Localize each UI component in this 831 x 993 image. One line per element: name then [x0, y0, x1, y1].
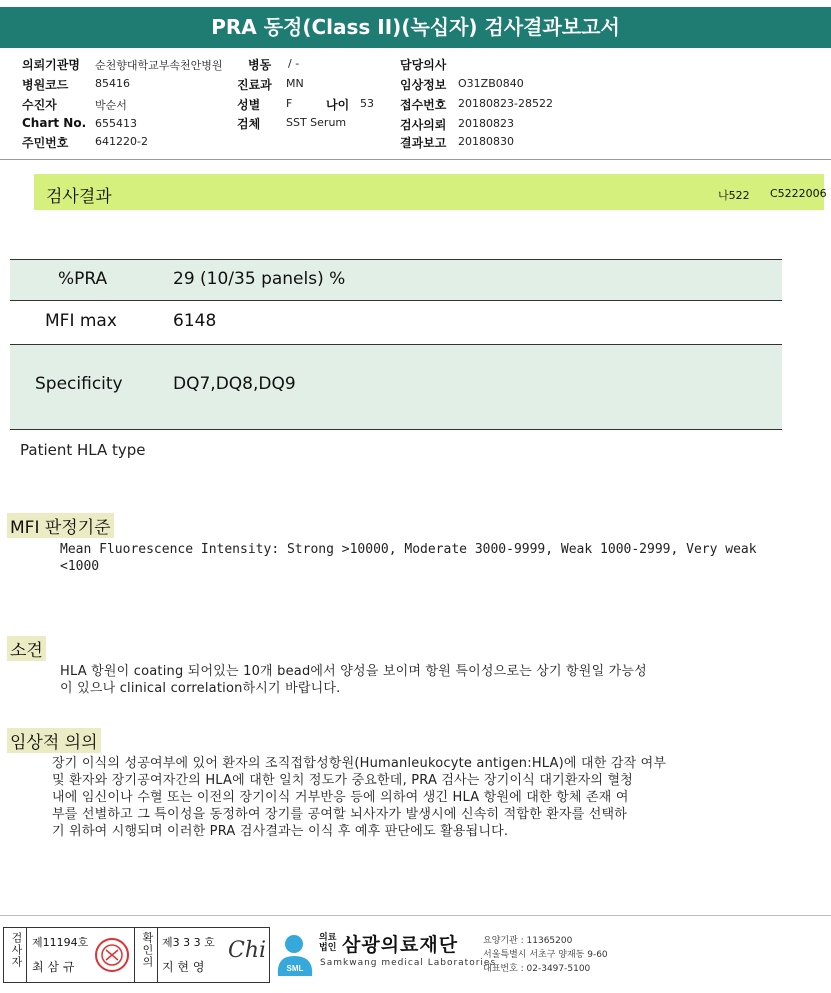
specificity-label: Specificity	[35, 374, 123, 394]
findings-line: 이 있으나 clinical correlation하시기 바랍니다.	[60, 681, 341, 696]
mfi-criteria-line: Mean Fluorescence Intensity: Strong >10000, Moderate 3000-9999, Weak 1000-2999, Very weak	[60, 542, 757, 557]
patient-hla-label: Patient HLA type	[20, 441, 146, 459]
inspector-seal	[92, 936, 132, 974]
inspector-name: 최 삼 규	[32, 960, 75, 974]
mfi-criteria-heading: MFI 판정기준	[7, 513, 114, 538]
report-title: PRA 동정(Class II)(녹십자) 검사결과보고서	[0, 7, 831, 48]
specimen-label: 검체	[237, 117, 261, 131]
clinical-line: 내에 임신이나 수혈 또는 이전의 장기이식 거부반응 등에 의하여 생긴 HLA 항원에 대한 항체 존재 여	[52, 790, 629, 805]
dept-value: MN	[286, 77, 304, 90]
mfi-max-label: MFI max	[45, 311, 117, 331]
doctor-number: 제3 3 3 호	[162, 936, 215, 949]
clinical-heading: 임상적 의의	[7, 728, 101, 753]
sex-label: 성별	[237, 98, 261, 112]
clinical-text	[52, 755, 666, 840]
clinical-line: 기 위하여 시행되며 이러한 PRA 검사결과는 이식 후 예후 판단에도 활용됩니다.	[52, 824, 509, 839]
meta-value: 20180830	[458, 135, 514, 148]
meta-label: Chart No.	[22, 116, 87, 130]
findings-line: HLA 항원이 coating 되어있는 10개 bead에서 양성을 보이며 항원 특이성으로는 상기 항원일 가능성	[60, 664, 647, 679]
meta-value: 박순서	[95, 99, 127, 112]
contact-line: 서울특별시 서초구 양재동 9-60	[483, 950, 608, 960]
pra-value: 29 (10/35 panels) %	[173, 269, 346, 289]
sml-logo-icon	[274, 930, 318, 978]
meta-value: 순천향대학교부속천안병원	[95, 59, 223, 72]
doctor-signature: Chi	[228, 938, 267, 963]
confirm-label: 확인의	[141, 932, 154, 968]
contact-line: 요양기관 : 11365200	[483, 936, 573, 946]
results-row-pra	[10, 260, 782, 301]
meta-value: 85416	[95, 77, 130, 90]
results-code-2: C5222006	[770, 187, 827, 200]
results-row-specificity	[10, 345, 782, 430]
contact-line: 대표번호 : 02-3497-5100	[483, 964, 591, 974]
doctor-name: 지 현 영	[162, 960, 205, 974]
ward-label: 병동	[248, 58, 272, 72]
meta-label: 수진자	[22, 98, 57, 112]
meta-label: 의뢰기관명	[22, 58, 80, 72]
meta-label: 접수번호	[400, 98, 447, 112]
clinical-line: 부를 선별하고 그 특이성을 동정하여 장기를 공여할 뇌사자가 발생시에 신속히 적합한 환자를 선택하	[52, 807, 628, 822]
age-value: 53	[360, 97, 374, 110]
meta-value: 20180823	[458, 117, 514, 130]
inspector-label: 검사자	[10, 932, 23, 968]
meta-label: 주민번호	[22, 136, 69, 150]
inspector-number: 제11194호	[32, 936, 89, 949]
meta-label: 병원코드	[22, 78, 69, 92]
pra-label: %PRA	[58, 269, 108, 289]
meta-value: 20180823-28522	[458, 97, 553, 110]
results-header-band	[34, 174, 824, 210]
org-english-name: Samkwang medical Laboratories	[320, 958, 497, 968]
specificity-value: DQ7,DQ8,DQ9	[173, 374, 296, 394]
findings-heading: 소견	[7, 636, 46, 661]
meta-value: O31ZB0840	[458, 77, 524, 90]
meta-label: 담당의사	[400, 58, 447, 72]
meta-label: 결과보고	[400, 136, 447, 150]
results-row-mfi	[10, 301, 782, 345]
org-type: 의료법인	[319, 933, 337, 953]
logo-badge-text: SML	[286, 964, 304, 973]
meta-label: 검사의뢰	[400, 118, 447, 132]
clinical-line: 및 환자와 장기공여자간의 HLA에 대한 일치 정도가 중요한데, PRA 검사는 장기이식 대기환자의 혈청	[52, 773, 634, 788]
dept-label: 진료과	[237, 78, 272, 92]
meta-label: 임상정보	[400, 78, 447, 92]
age-label: 나이	[326, 98, 350, 112]
specimen-value: SST Serum	[286, 116, 347, 129]
ward-value: / -	[288, 57, 300, 70]
results-header-label: 검사결과	[46, 187, 112, 207]
clinical-line: 장기 이식의 성공여부에 있어 환자의 조직접합성항원(Humanleukocyte antigen:HLA)에 대한 감작 여부	[52, 756, 667, 771]
findings-text	[60, 663, 647, 697]
org-name: 삼광의료재단	[342, 934, 459, 956]
signature-box	[3, 927, 270, 983]
mfi-criteria-line: <1000	[60, 559, 100, 574]
mfi-criteria-text	[60, 541, 757, 575]
header-divider	[0, 159, 831, 160]
sex-value: F	[286, 97, 293, 110]
footer-divider	[0, 915, 831, 916]
meta-value: 655413	[95, 117, 137, 130]
mfi-max-value: 6148	[173, 311, 217, 331]
meta-value: 641220-2	[95, 135, 148, 148]
results-code-1: 나522	[718, 189, 750, 202]
